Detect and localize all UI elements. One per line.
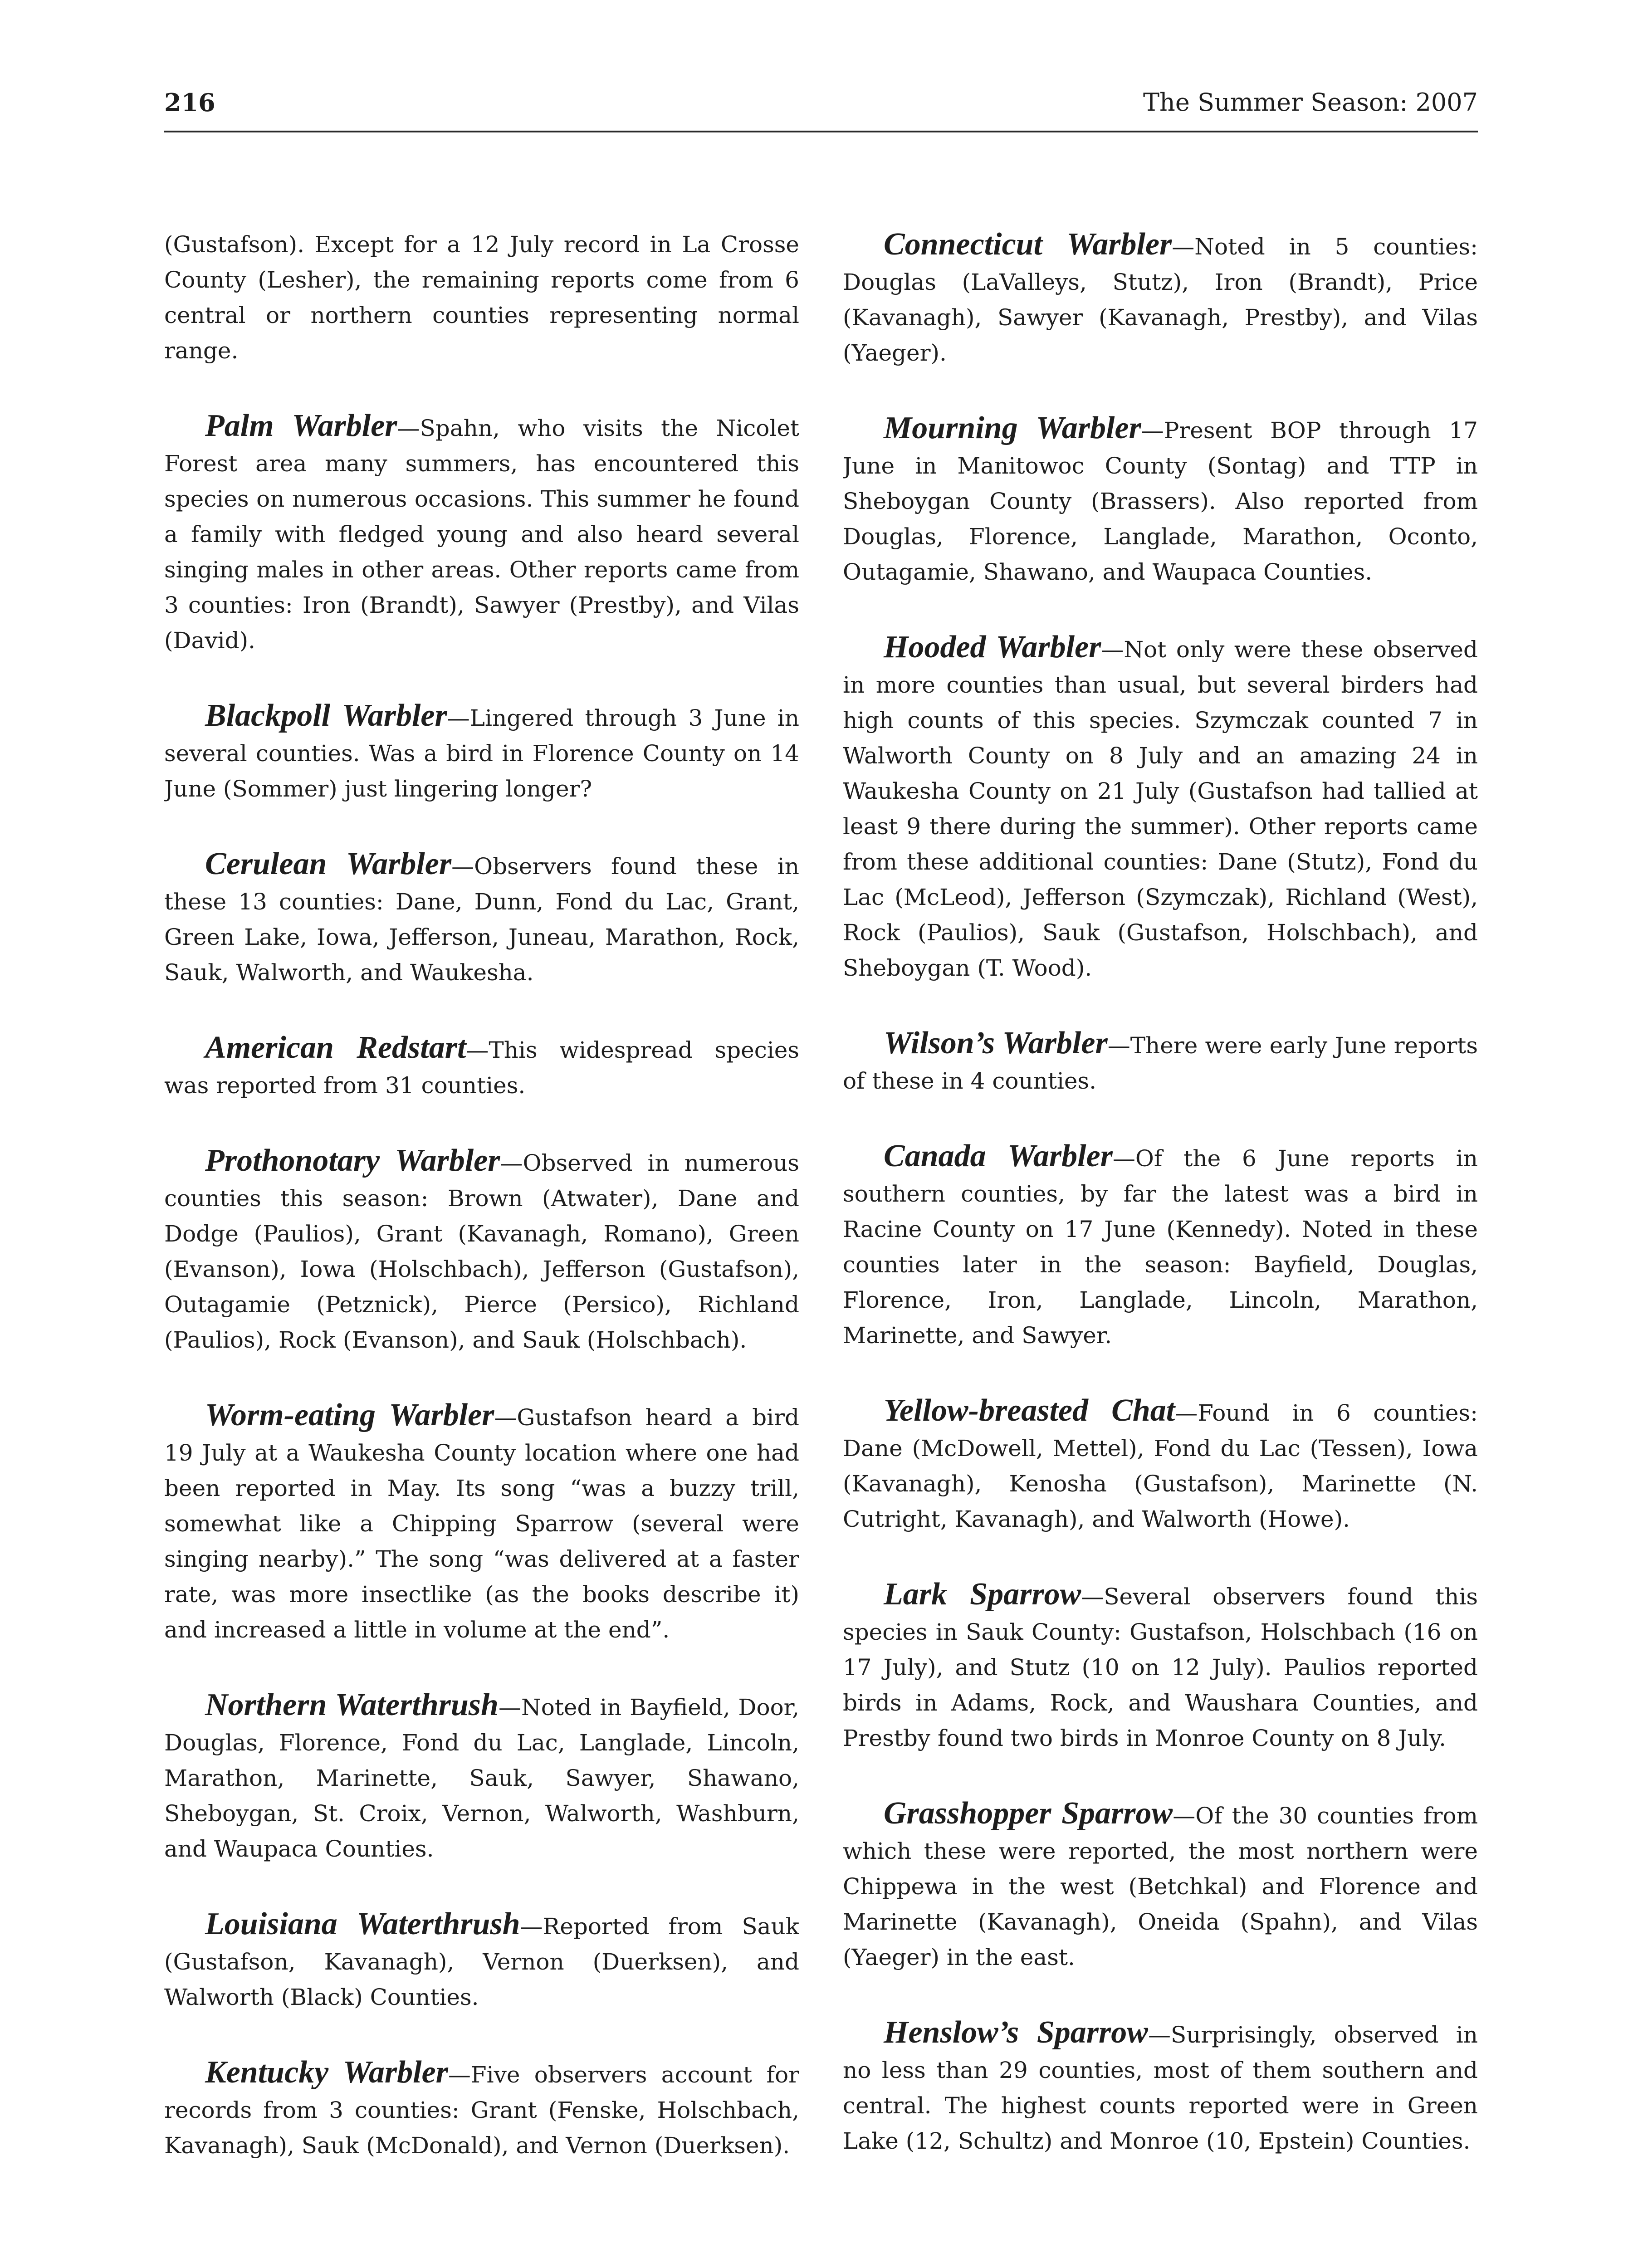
- species-entry-kentucky-warbler: Kentucky Warbler—Five observers account for records from 3 counties: Grant (Fenske, Holschbach, Kavanagh), Sauk (McDonald), and Vernon (Duerksen).: [164, 2055, 799, 2159]
- species-name: Yellow-breasted Chat: [884, 1393, 1175, 1428]
- entry-text: Found in 6 counties: Dane (McDowell, Mettel), Fond du Lac (Tessen), Iowa (Kavanagh), Kenosha (Gustafson), Marinette (N. Cutright, Kavanagh), and Walworth (Howe).: [843, 1400, 1478, 1532]
- entry-text: Of the 30 counties from which these were reported, the most northern were Chippewa in the west (Betchkal) and Florence and Marinette (Kavanagh), Oneida (Spahn), and Vilas (Yaeger) in the east.: [843, 1803, 1478, 1970]
- species-entry-blackpoll-warbler: Blackpoll Warbler—Lingered through 3 June in several counties. Was a bird in Florence County on 14 June (Sommer) just lingering longer?: [164, 698, 799, 802]
- species-entry-grasshopper-sparrow: Grasshopper Sparrow—Of the 30 counties from which these were reported, the most northern were Chippewa in the west (Betchkal) and Florence and Marinette (Kavanagh), Oneida (Spahn), and Vilas (Yaeger) in the east.: [843, 1796, 1478, 1970]
- species-name: Worm-eating Warbler: [205, 1398, 494, 1432]
- species-entry-palm-warbler: Palm Warbler—Spahn, who visits the Nicolet Forest area many summers, has encountered this species on numerous occasions. This summer he found a family with fledged young and also heard several singing males in other areas. Other reports came from 3 counties: Iron (Brandt), Sawyer (Prestby), and Vilas (David).: [164, 408, 799, 654]
- species-entry-american-redstart: American Redstart—This widespread species was reported from 31 counties.: [164, 1030, 799, 1099]
- species-name: Canada Warbler: [884, 1139, 1113, 1173]
- species-name: Hooded Warbler: [884, 630, 1101, 665]
- entry-text: Surprisingly, observed in no less than 29 counties, most of them southern and central. The highest counts reported were in Green Lake (12, Schultz) and Monroe (10, Epstein) Counties.: [843, 2022, 1478, 2154]
- entry-text: Gustafson heard a bird 19 July at a Waukesha County location where one had been reported in May. Its song “was a buzzy trill, somewhat like a Chipping Sparrow (several were singing nearby).” The song “was delivered at a faster rate, was more insectlike (as the books describe it) and increased a little in volume at the end”.: [164, 1404, 799, 1643]
- species-name: Cerulean Warbler: [205, 846, 452, 881]
- species-name: Henslow’s Sparrow: [884, 2015, 1148, 2050]
- entry-text: Observed in numerous counties this season: Brown (Atwater), Dane and Dodge (Paulios), Grant (Kavanagh, Romano), Green (Evanson), Iowa (Holschbach), Jefferson (Gustafson), Outagamie (Petznick), Pierce (Persico), Richland (Paulios), Rock (Evanson), and Sauk (Holschbach).: [164, 1150, 799, 1353]
- entry-text: Five observers account for records from 3 counties: Grant (Fenske, Holschbach, Kavanagh), Sauk (McDonald), and Vernon (Duerksen).: [164, 2062, 799, 2159]
- species-entry-northern-waterthrush: Northern Waterthrush—Noted in Bayfield, Door, Douglas, Florence, Fond du Lac, Langlade, Lincoln, Marathon, Marinette, Sauk, Sawyer, Shawano, Sheboygan, St. Croix, Vernon, Walworth, Washburn, and Waupaca Counties.: [164, 1687, 799, 1862]
- species-entry-worm-eating-warbler: Worm-eating Warbler—Gustafson heard a bird 19 July at a Waukesha County location where one had been reported in May. Its song “was a buzzy trill, somewhat like a Chipping Sparrow (several were singing nearby).” The song “was delivered at a faster rate, was more insectlike (as the books describe it) and increased a little in volume at the end”.: [164, 1398, 799, 1643]
- species-name: Northern Waterthrush: [205, 1687, 499, 1722]
- entry-text: Several observers found this species in Sauk County: Gustafson, Holschbach (16 on 17 July), and Stutz (10 on 12 July). Paulios reported birds in Adams, Rock, and Waushara Counties, and Prestby found two birds in Monroe County on 8 July.: [843, 1584, 1478, 1751]
- entry-text: Observers found these in these 13 counties: Dane, Dunn, Fond du Lac, Grant, Green Lake, Iowa, Jefferson, Juneau, Marathon, Rock, Sauk, Walworth, and Waukesha.: [164, 853, 799, 986]
- species-entry-prothonotary-warbler: Prothonotary Warbler—Observed in numerous counties this season: Brown (Atwater), Dane and Dodge (Paulios), Grant (Kavanagh, Romano), Green (Evanson), Iowa (Holschbach), Jefferson (Gustafson), Outagamie (Petznick), Pierce (Persico), Richland (Paulios), Rock (Evanson), and Sauk (Holschbach).: [164, 1143, 799, 1353]
- entry-text: There were early June reports of these in 4 counties.: [843, 1032, 1478, 1094]
- entry-text: This widespread species was reported from 31 counties.: [164, 1037, 799, 1099]
- species-name: American Redstart: [205, 1030, 466, 1065]
- entry-text: Of the 6 June reports in southern counties, by far the latest was a bird in Racine County on 17 June (Kennedy). Noted in these counties later in the season: Bayfield, Douglas, Florence, Iron, Langlade, Lincoln, Marathon, Marinette, and Sawyer.: [843, 1145, 1478, 1349]
- entry-text: Lingered through 3 June in several counties. Was a bird in Florence County on 14 June (Sommer) just lingering longer?: [164, 705, 799, 802]
- entry-text: Present BOP through 17 June in Manitowoc County (Sontag) and TTP in Sheboygan County (Brassers). Also reported from Douglas, Florence, Langlade, Marathon, Oconto, Outagamie, Shawano, and Waupaca Counties.: [843, 417, 1478, 585]
- species-entry-louisiana-waterthrush: Louisiana Waterthrush—Reported from Sauk (Gustafson, Kavanagh), Vernon (Duerksen), and Walworth (Black) Counties.: [164, 1906, 799, 2010]
- entry-text: Reported from Sauk (Gustafson, Kavanagh), Vernon (Duerksen), and Walworth (Black) Counties.: [164, 1913, 799, 2010]
- species-name: Wilson’s Warbler: [884, 1026, 1108, 1061]
- species-name: Prothonotary Warbler: [205, 1143, 500, 1178]
- species-entry-lark-sparrow: Lark Sparrow—Several observers found this species in Sauk County: Gustafson, Holschbach (16 on 17 July), and Stutz (10 on 12 July). Paulios reported birds in Adams, Rock, and Waushara Counties, and Prestby found two birds in Monroe County on 8 July.: [843, 1577, 1478, 1751]
- species-name: Kentucky Warbler: [205, 2055, 448, 2090]
- running-title: The Summer Season: 2007: [1143, 88, 1478, 117]
- species-entry-wilsons-warbler: Wilson’s Warbler—There were early June reports of these in 4 counties.: [843, 1026, 1478, 1094]
- continued-paragraph: (Gustafson). Except for a 12 July record in La Crosse County (Lesher), the remaining reports come from 6 central or northern counties representing normal range.: [164, 231, 799, 364]
- species-entry-mourning-warbler: Mourning Warbler—Present BOP through 17 June in Manitowoc County (Sontag) and TTP in Sheboygan County (Brassers). Also reported from Douglas, Florence, Langlade, Marathon, Oconto, Outagamie, Shawano, and Waupaca Counties.: [843, 411, 1478, 585]
- species-name: Palm Warbler: [205, 408, 397, 443]
- species-entry-connecticut-warbler: Connecticut Warbler—Noted in 5 counties: Douglas (LaValleys, Stutz), Iron (Brandt), Price (Kavanagh), Sawyer (Kavanagh, Prestby), and Vilas (Yaeger).: [843, 227, 1478, 366]
- species-name: Lark Sparrow: [884, 1577, 1081, 1612]
- species-entry-henslows-sparrow: Henslow’s Sparrow—Surprisingly, observed in no less than 29 counties, most of them southern and central. The highest counts reported were in Green Lake (12, Schultz) and Monroe (10, Epstein) Counties.: [843, 2015, 1478, 2154]
- page-number: 216: [164, 88, 215, 117]
- species-entry-cerulean-warbler: Cerulean Warbler—Observers found these in these 13 counties: Dane, Dunn, Fond du Lac, Grant, Green Lake, Iowa, Jefferson, Juneau, Marathon, Rock, Sauk, Walworth, and Waukesha.: [164, 846, 799, 986]
- species-entry-hooded-warbler: Hooded Warbler—Not only were these observed in more counties than usual, but several birders had high counts of this species. Szymczak counted 7 in Walworth County on 8 July and an amazing 24 in Waukesha County on 21 July (Gustafson had tallied at least 9 there during the summer). Other reports came from these additional counties: Dane (Stutz), Fond du Lac (McLeod), Jefferson (Szymczak), Richland (West), Rock (Paulios), Sauk (Gustafson, Holschbach), and Sheboygan (T. Wood).: [843, 630, 1478, 981]
- page-header: [164, 89, 1478, 132]
- right-column: [843, 227, 1478, 2268]
- species-entry-yellow-breasted-chat: Yellow-breasted Chat—Found in 6 counties: Dane (McDowell, Mettel), Fond du Lac (Tessen), Iowa (Kavanagh), Kenosha (Gustafson), Marinette (N. Cutright, Kavanagh), and Walworth (Howe).: [843, 1393, 1478, 1532]
- entry-text: Noted in 5 counties: Douglas (LaValleys, Stutz), Iron (Brandt), Price (Kavanagh), Sawyer (Kavanagh, Prestby), and Vilas (Yaeger).: [843, 234, 1478, 366]
- species-name: Grasshopper Sparrow: [884, 1796, 1173, 1831]
- entry-text: Not only were these observed in more counties than usual, but several birders had high counts of this species. Szymczak counted 7 in Walworth County on 8 July and an amazing 24 in Waukesha County on 21 July (Gustafson had tallied at least 9 there during the summer). Other reports came from these additional counties: Dane (Stutz), Fond du Lac (McLeod), Jefferson (Szymczak), Richland (West), Rock (Paulios), Sauk (Gustafson, Holschbach), and Sheboygan (T. Wood).: [843, 636, 1478, 981]
- species-name: Connecticut Warbler: [884, 227, 1172, 262]
- left-column: [164, 227, 799, 2268]
- entry-text: Noted in Bayfield, Door, Douglas, Florence, Fond du Lac, Langlade, Lincoln, Marathon, Marinette, Sauk, Sawyer, Shawano, Sheboygan, St. Croix, Vernon, Walworth, Washburn, and Waupaca Counties.: [164, 1694, 799, 1862]
- entry-text: Spahn, who visits the Nicolet Forest area many summers, has encountered this species on numerous occasions. This summer he found a family with fledged young and also heard several singing males in other areas. Other reports came from 3 counties: Iron (Brandt), Sawyer (Prestby), and Vilas (David).: [164, 415, 799, 654]
- species-name: Blackpoll Warbler: [205, 698, 447, 733]
- species-entry-canada-warbler: Canada Warbler—Of the 6 June reports in southern counties, by far the latest was a bird in Racine County on 17 June (Kennedy). Noted in these counties later in the season: Bayfield, Douglas, Florence, Iron, Langlade, Lincoln, Marathon, Marinette, and Sawyer.: [843, 1139, 1478, 1349]
- species-name: Louisiana Waterthrush: [205, 1906, 520, 1941]
- species-name: Mourning Warbler: [884, 411, 1141, 445]
